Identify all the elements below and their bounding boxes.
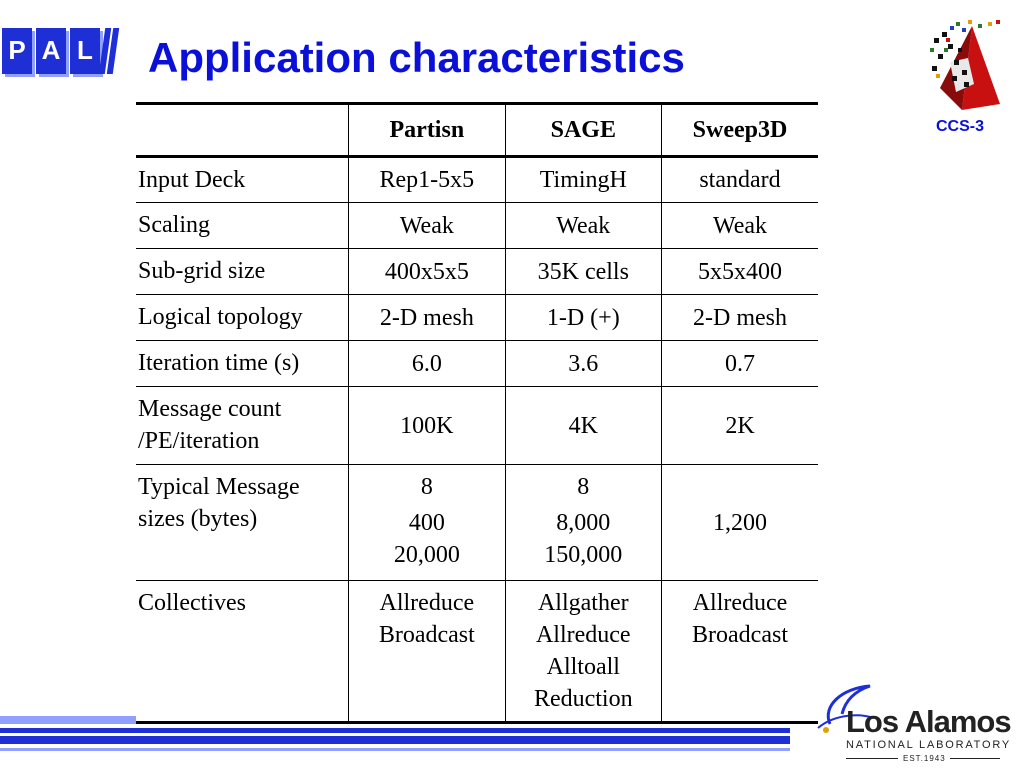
cell-partisn (349, 295, 505, 341)
row-label-line: sizes (bytes) (138, 506, 258, 532)
cell-sage (505, 465, 661, 581)
table-row (136, 157, 818, 203)
footer-stripe (0, 736, 790, 744)
cell-sage (505, 387, 661, 465)
row-label-line: Logical topology (138, 304, 303, 330)
row-label-line: Typical Message (138, 474, 300, 500)
cell-sweep3d (662, 387, 818, 465)
table-row (136, 581, 818, 723)
ccs-label: CCS-3 (936, 118, 985, 135)
cell-line: 5x5x400 (698, 258, 782, 285)
table-row (136, 465, 818, 581)
cell-line: 400 (408, 510, 445, 536)
row-label (136, 465, 349, 581)
ccs-pyramid-logo (928, 18, 1002, 110)
row-label-line: Sub-grid size (138, 258, 266, 284)
cell-partisn (349, 157, 505, 203)
cell-line: Allgather (537, 590, 629, 616)
header-sage: SAGE (505, 104, 661, 157)
cell-line: Allreduce (379, 590, 475, 616)
cell-line: 2-D mesh (693, 304, 787, 331)
header-corner (136, 104, 349, 157)
table-row (136, 249, 818, 295)
row-label (136, 581, 349, 723)
lanl-subtitle: NATIONAL LABORATORY (846, 739, 1012, 751)
cell-sweep3d (662, 341, 818, 387)
cell-partisn (349, 341, 505, 387)
cell-line: 8 (577, 474, 590, 500)
cell-sage (505, 157, 661, 203)
cell-line: Rep1-5x5 (379, 167, 475, 193)
cell-line: Alltoall (546, 654, 620, 680)
cell-sweep3d (662, 295, 818, 341)
cell-line: Allreduce (535, 622, 631, 648)
row-label (136, 249, 349, 295)
cell-partisn (349, 465, 505, 581)
cell-sage (505, 249, 661, 295)
footer-stripe (0, 748, 790, 751)
header-sweep3d: Sweep3D (662, 104, 818, 157)
cell-partisn (349, 581, 505, 723)
pal-letter-a: A (36, 28, 66, 74)
row-label-line: Scaling (138, 212, 210, 238)
cell-line: Broadcast (378, 622, 475, 648)
cell-line: Broadcast (692, 622, 788, 648)
cell-line: 6.0 (411, 350, 442, 377)
cell-line: 100K (400, 412, 454, 439)
row-label (136, 341, 349, 387)
cell-line: 8 (420, 474, 433, 500)
header-partisn: Partisn (349, 104, 505, 157)
cell-sweep3d (662, 465, 818, 581)
footer-stripe (0, 716, 136, 724)
slide-title: Application characteristics (148, 34, 685, 81)
row-label (136, 157, 349, 203)
cell-line: 3.6 (568, 350, 599, 377)
cell-partisn (349, 249, 505, 295)
row-label-line: Iteration time (s) (138, 350, 300, 376)
lanl-rule (950, 758, 1000, 759)
cell-partisn (349, 387, 505, 465)
pal-letter-l: L (70, 28, 100, 74)
cell-line: 2K (725, 412, 755, 439)
cell-line: Weak (556, 212, 611, 239)
row-label (136, 295, 349, 341)
cell-line: Allreduce (692, 590, 788, 616)
cell-sage (505, 295, 661, 341)
cell-sage (505, 341, 661, 387)
cell-line: 150,000 (544, 542, 623, 568)
table-row (136, 203, 818, 249)
cell-line: 400x5x5 (384, 258, 469, 285)
cell-line: 1,200 (713, 509, 767, 536)
row-label-line: Message count (138, 396, 282, 422)
cell-line: 0.7 (725, 350, 755, 377)
table-row (136, 387, 818, 465)
characteristics-table (136, 102, 818, 724)
row-label-line: Input Deck (138, 167, 246, 193)
cell-sweep3d (662, 581, 818, 723)
cell-line: Reduction (533, 686, 633, 712)
cell-line: 35K cells (537, 258, 629, 285)
cell-line: Weak (399, 212, 454, 239)
lanl-est: EST.1943 (903, 754, 946, 763)
cell-sweep3d (662, 203, 818, 249)
row-label (136, 387, 349, 465)
cell-sweep3d (662, 249, 818, 295)
cell-line: 8,000 (556, 510, 611, 536)
cell-line: TimingH (539, 167, 627, 193)
cell-sage (505, 203, 661, 249)
row-label-line: Collectives (138, 590, 246, 616)
lanl-rule (846, 758, 898, 759)
cell-line: standard (699, 167, 781, 193)
cell-sweep3d (662, 157, 818, 203)
lanl-name: Los Alamos (846, 704, 1011, 739)
pal-letter-p: P (2, 28, 32, 74)
cell-line: Weak (712, 212, 768, 239)
cell-sage (505, 581, 661, 723)
cell-line: 20,000 (393, 542, 460, 568)
footer-stripe (0, 728, 790, 733)
cell-line: 2-D mesh (379, 304, 474, 331)
row-label (136, 203, 349, 249)
cell-line: 1-D (+) (546, 304, 620, 331)
table-row (136, 341, 818, 387)
pal-logo (0, 28, 118, 78)
cell-line: 4K (568, 412, 598, 439)
row-label-line: /PE/iteration (138, 428, 260, 454)
cell-partisn (349, 203, 505, 249)
header-row (136, 104, 818, 157)
table-row (136, 295, 818, 341)
